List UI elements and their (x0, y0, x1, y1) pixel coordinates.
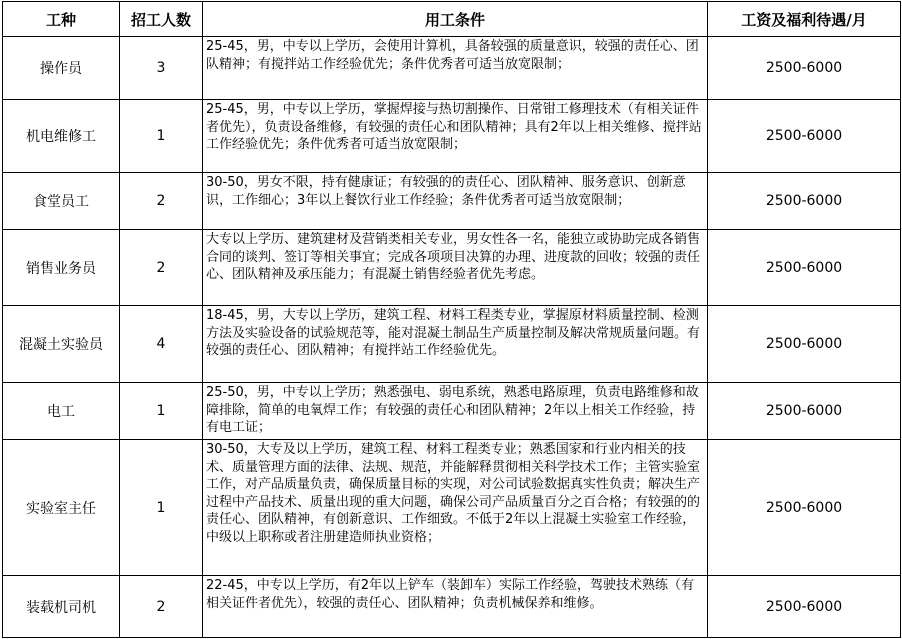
header-row (3, 2, 901, 37)
count-cell: 1 (120, 100, 203, 173)
job-cell: 机电维修工 (3, 100, 120, 173)
conditions-cell: 25-45，男，中专以上学历，会使用计算机，具备较强的质量意识，较强的责任心、团队精神；有搅拌站工作经验优先；条件优秀者可适当放宽限制； (203, 37, 708, 100)
header-job: 工种 (3, 2, 120, 37)
conditions-cell: 大专以上学历、建筑建材及营销类相关专业，男女性各一名，能独立或协助完成各销售合同的谈判、签订等相关事宜；完成各项项目决算的办理、进度款的回收；较强的责任心、团队精神及承压能力；有混凝土销售经验者优先考虑。 (203, 230, 708, 306)
header-count: 招工人数 (120, 2, 203, 37)
table-row (3, 173, 901, 230)
table-row (3, 230, 901, 306)
salary-cell: 2500-6000 (708, 306, 901, 383)
conditions-cell: 30-50，大专及以上学历，建筑工程、材料工程类专业；熟悉国家和行业内相关的技术、质量管理方面的法律、法规、规范，并能解释贯彻相关科学技术工作；主管实验室工作，对产品质量负责，确保质量目标的实现，对公司试验数据真实性负责；解决生产过程中产品技术、质量出现的重大问题，确保公司产品质量百分之百合格；有较强的的责任心、团队精神，有创新意识、工作细致。不低于2年以上混凝土实验室工作经验，中级以上职称或者注册建造师执业资格； (203, 440, 708, 576)
conditions-cell: 22-45，中专以上学历，有2年以上铲车（装卸车）实际工作经验，驾驶技术熟练（有相关证件者优先），较强的责任心、团队精神；负责机械保养和维修。 (203, 576, 708, 638)
count-cell: 1 (120, 440, 203, 576)
conditions-cell: 30-50，男女不限，持有健康证；有较强的的责任心、团队精神、服务意识、创新意识，工作细心；3年以上餐饮行业工作经验；条件优秀者可适当放宽限制； (203, 173, 708, 230)
count-cell: 2 (120, 230, 203, 306)
count-cell: 1 (120, 383, 203, 440)
conditions-cell: 18-45，男，大专以上学历，建筑工程、材料工程类专业，掌握原材料质量控制、检测方法及实验设备的试验规范等，能对混凝土制品生产质量控制及解决常规质量问题。有较强的责任心、团队精神；有搅拌站工作经验优先。 (203, 306, 708, 383)
job-cell: 混凝土实验员 (3, 306, 120, 383)
table-row (3, 100, 901, 173)
job-cell: 操作员 (3, 37, 120, 100)
header-conditions: 用工条件 (203, 2, 708, 37)
table-row (3, 37, 901, 100)
table-row (3, 383, 901, 440)
salary-cell: 2500-6000 (708, 37, 901, 100)
table-row (3, 306, 901, 383)
count-cell: 2 (120, 576, 203, 638)
salary-cell: 2500-6000 (708, 230, 901, 306)
job-cell: 销售业务员 (3, 230, 120, 306)
recruitment-table (2, 1, 901, 638)
count-cell: 3 (120, 37, 203, 100)
table-row (3, 440, 901, 576)
salary-cell: 2500-6000 (708, 383, 901, 440)
salary-cell: 2500-6000 (708, 173, 901, 230)
count-cell: 4 (120, 306, 203, 383)
job-cell: 食堂员工 (3, 173, 120, 230)
conditions-cell: 25-50，男，中专以上学历；熟悉强电、弱电系统，熟悉电路原理，负责电路维修和故障排除，简单的电氧焊工作；有较强的责任心和团队精神；2年以上相关工作经验，持有电工证； (203, 383, 708, 440)
conditions-cell: 25-45，男，中专以上学历，掌握焊接与热切割操作、日常钳工修理技术（有相关证件者优先），负责设备维修，有较强的责任心和团队精神；具有2年以上相关维修、搅拌站工作经验优先；条件优秀者可适当放宽限制； (203, 100, 708, 173)
table-row (3, 576, 901, 638)
header-salary: 工资及福利待遇/月 (708, 2, 901, 37)
job-cell: 装载机司机 (3, 576, 120, 638)
count-cell: 2 (120, 173, 203, 230)
salary-cell: 2500-6000 (708, 100, 901, 173)
salary-cell: 2500-6000 (708, 576, 901, 638)
job-cell: 实验室主任 (3, 440, 120, 576)
job-cell: 电工 (3, 383, 120, 440)
salary-cell: 2500-6000 (708, 440, 901, 576)
